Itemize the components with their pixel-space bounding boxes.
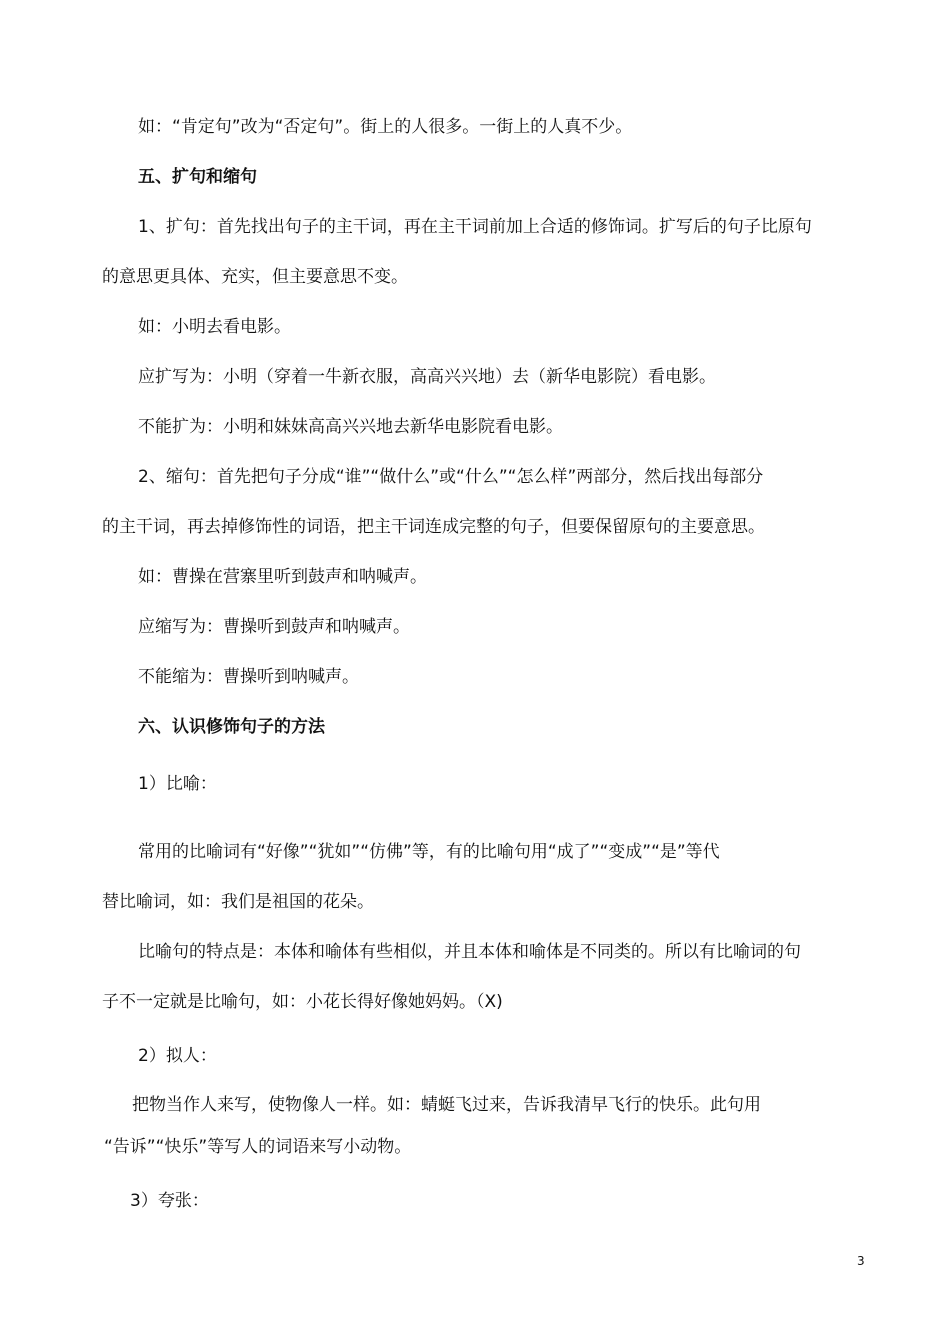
- text-line: 2、缩句：首先把句子分成“谁”“做什么”或“什么”“怎么样”两部分，然后找出每部分: [138, 467, 764, 487]
- text-line: 应扩写为：小明（穿着一牛新衣服，高高兴兴地）去（新华电影院）看电影。: [138, 367, 716, 387]
- text-line: 如：小明去看电影。: [138, 317, 291, 337]
- text-line: 把物当作人来写，使物像人一样。如：蜻蜓飞过来，告诉我清早飞行的快乐。此句用: [132, 1095, 761, 1115]
- page-number: 3: [857, 1254, 865, 1268]
- text-line: 如：曹操在营寨里听到鼓声和呐喊声。: [138, 567, 427, 587]
- text-line: 的主干词，再去掉修饰性的词语，把主干词连成完整的句子，但要保留原句的主要意思。: [102, 517, 765, 537]
- text-line: 不能缩为：曹操听到呐喊声。: [138, 667, 359, 687]
- text-line: 2）拟人：: [138, 1046, 217, 1066]
- text-line: 常用的比喻词有“好像”“犹如”“仿佛”等，有的比喻句用“成了”“变成”“是”等代: [138, 842, 720, 862]
- text-line: 比喻句的特点是：本体和喻体有些相似，并且本体和喻体是不同类的。所以有比喻词的句: [138, 942, 801, 962]
- section-heading: 五、扩句和缩句: [138, 167, 257, 187]
- text-line: 如：“肯定句”改为“否定句”。街上的人很多。一街上的人真不少。: [138, 117, 633, 137]
- text-line: 3）夸张：: [130, 1191, 209, 1211]
- section-heading: 六、认识修饰句子的方法: [138, 717, 325, 737]
- text-line: 1）比喻：: [138, 774, 217, 794]
- text-line: 子不一定就是比喻句，如：小花长得好像她妈妈。（X): [102, 992, 503, 1012]
- text-line: 替比喻词，如：我们是祖国的花朵。: [102, 892, 374, 912]
- text-line: 不能扩为：小明和妹妹高高兴兴地去新华电影院看电影。: [138, 417, 563, 437]
- text-line: “告诉”“快乐”等写人的词语来写小动物。: [104, 1137, 412, 1157]
- text-line: 的意思更具体、充实，但主要意思不变。: [102, 267, 408, 287]
- text-line: 应缩写为：曹操听到鼓声和呐喊声。: [138, 617, 410, 637]
- text-line: 1、扩句：首先找出句子的主干词，再在主干词前加上合适的修饰词。扩写后的句子比原句: [138, 217, 812, 237]
